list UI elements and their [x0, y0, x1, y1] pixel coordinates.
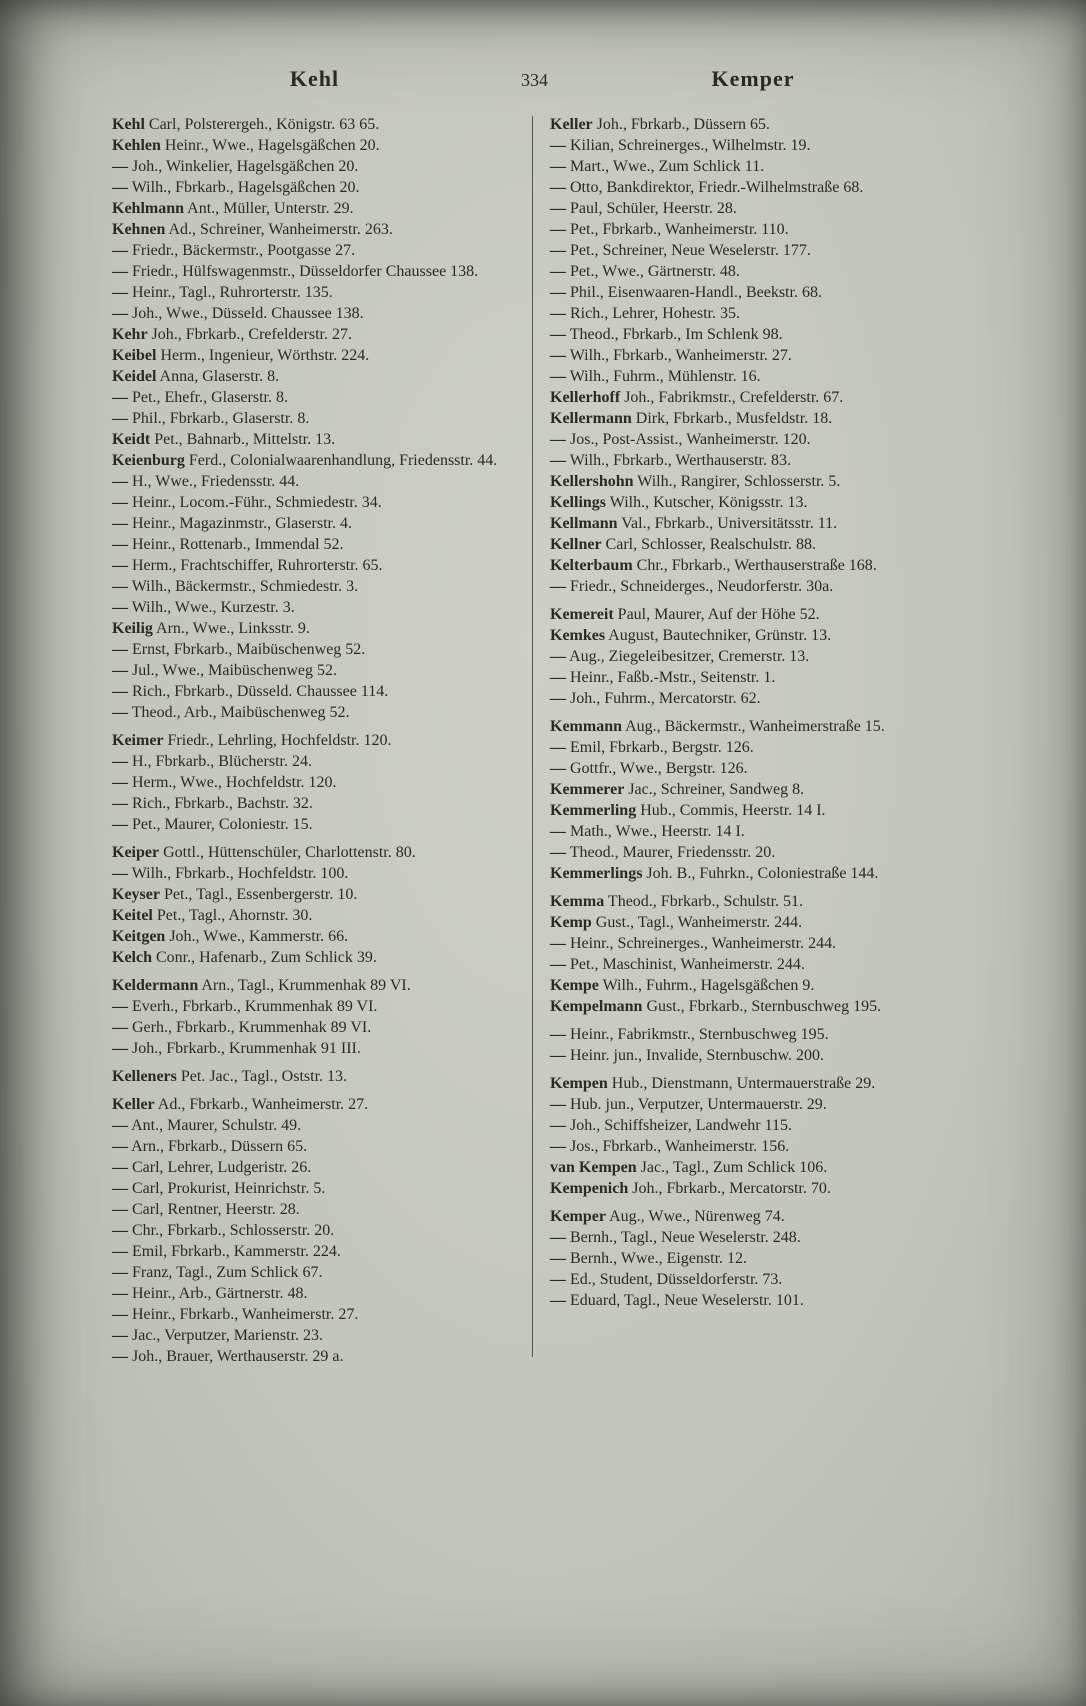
entry-surname: — — [112, 305, 128, 322]
entry-surname: Keller — [112, 1096, 155, 1113]
directory-entry: — Carl, Lehrer, Ludgeristr. 26. — [112, 1159, 312, 1176]
directory-entry: Kempen Hub., Dienstmann, Untermauerstraße 29. — [550, 1075, 876, 1092]
entry-surname: — — [112, 1019, 128, 1036]
directory-entry: — Wilh., Fbrkarb., Werthauserstr. 83. — [550, 452, 791, 469]
directory-entry: — Wilh., Bäckermstr., Schmiedestr. 3. — [112, 578, 359, 595]
directory-entry: — Friedr., Bäckermstr., Pootgasse 27. — [112, 242, 356, 259]
directory-entry: — Pet., Maurer, Coloniestr. 15. — [112, 816, 313, 833]
page-number: 334 — [521, 70, 548, 90]
entry-surname: — — [550, 1096, 566, 1113]
directory-entry: — Friedr., Schneiderges., Neudorferstr. 30a. — [550, 578, 834, 595]
directory-entry: — Heinr., Schreinerges., Wanheimerstr. 244. — [550, 935, 837, 952]
directory-entry: Kemereit Paul, Maurer, Auf der Höhe 52. — [550, 606, 820, 623]
entry-surname: Kemmann — [550, 718, 622, 735]
directory-entry: Keitel Pet., Tagl., Ahornstr. 30. — [112, 907, 313, 924]
directory-entry: — Rich., Fbrkarb., Düsseld. Chaussee 114. — [112, 683, 389, 700]
entry-surname: — — [550, 1292, 566, 1309]
directory-entry: Keller Ad., Fbrkarb., Wanheimerstr. 27. — [112, 1096, 369, 1113]
directory-entry: — Heinr., Tagl., Ruhrorterstr. 135. — [112, 284, 333, 301]
entry-surname: Keidt — [112, 431, 151, 448]
directory-entry: — Jos., Post-Assist., Wanheimerstr. 120. — [550, 431, 811, 448]
entry-surname: — — [550, 242, 566, 259]
directory-entry: — Phil., Fbrkarb., Glaserstr. 8. — [112, 410, 310, 427]
entry-surname: Keiper — [112, 844, 160, 861]
directory-entry: — Jac., Verputzer, Marienstr. 23. — [112, 1327, 324, 1344]
entry-surname: — — [112, 410, 128, 427]
entry-surname: — — [112, 753, 128, 770]
entry-surname: — — [550, 760, 566, 777]
directory-entry: Kemmerling Hub., Commis, Heerstr. 14 I. — [550, 802, 826, 819]
entry-surname: Keitel — [112, 907, 153, 924]
entry-surname: — — [112, 1117, 128, 1134]
directory-entry: — Heinr., Rottenarb., Immendal 52. — [112, 536, 344, 553]
entry-surname: — — [550, 956, 566, 973]
entry-surname: Kempe — [550, 977, 599, 994]
entry-surname: — — [550, 1250, 566, 1267]
entry-surname: Keidel — [112, 368, 157, 385]
entry-surname: — — [112, 158, 128, 175]
entry-surname: — — [112, 1348, 128, 1365]
entry-surname: — — [550, 1117, 566, 1134]
directory-entry: — Emil, Fbrkarb., Bergstr. 126. — [550, 739, 754, 756]
entry-surname: Kemereit — [550, 606, 614, 623]
directory-entry: Keitgen Joh., Wwe., Kammerstr. 66. — [112, 928, 349, 945]
directory-entry: Keller Joh., Fbrkarb., Düssern 65. — [550, 116, 770, 133]
entry-surname: Keibel — [112, 347, 157, 364]
entry-surname: — — [112, 1285, 128, 1302]
directory-entry: — H., Wwe., Friedensstr. 44. — [112, 473, 300, 490]
directory-entry: — Pet., Schreiner, Neue Weselerstr. 177. — [550, 242, 811, 259]
entry-surname: Kemmerlings — [550, 865, 643, 882]
directory-entry: Kemmann Aug., Bäckermstr., Wanheimerstraße 15. — [550, 718, 885, 735]
directory-entry: — Joh., Wwe., Düsseld. Chaussee 138. — [112, 305, 364, 322]
directory-entry: Keilig Arn., Wwe., Linksstr. 9. — [112, 620, 310, 637]
entry-surname: — — [112, 389, 128, 406]
entry-surname: Kellershohn — [550, 473, 634, 490]
entry-surname: Keilig — [112, 620, 153, 637]
entry-surname: Kellings — [550, 494, 607, 511]
right-column — [550, 114, 953, 1367]
directory-entry: — Theod., Arb., Maibüschenweg 52. — [112, 704, 350, 721]
directory-entry: — Rich., Lehrer, Hohestr. 35. — [550, 305, 740, 322]
directory-entry: Keidt Pet., Bahnarb., Mittelstr. 13. — [112, 431, 336, 448]
directory-entry: Kellmann Val., Fbrkarb., Universitätsstr. 11. — [550, 515, 838, 532]
directory-entry: — Wilh., Fbrkarb., Hochfeldstr. 100. — [112, 865, 349, 882]
directory-entry: — Wilh., Fbrkarb., Wanheimerstr. 27. — [550, 347, 792, 364]
page-header — [112, 66, 954, 92]
directory-entry: — Pet., Ehefr., Glaserstr. 8. — [112, 389, 288, 406]
entry-surname: Keitgen — [112, 928, 166, 945]
entry-surname: — — [550, 844, 566, 861]
entry-surname: Kemper — [550, 1208, 606, 1225]
entry-surname: Keimer — [112, 732, 164, 749]
entry-surname: — — [112, 1201, 128, 1218]
directory-entry: — Heinr. jun., Invalide, Sternbuschw. 200. — [550, 1047, 825, 1064]
entry-surname: van Kempen — [550, 1159, 637, 1176]
entry-surname: — — [550, 1229, 566, 1246]
entry-surname: Keller — [550, 116, 593, 133]
entry-surname: Kempen — [550, 1075, 608, 1092]
entry-surname: — — [550, 368, 566, 385]
directory-entry: — Joh., Schiffsheizer, Landwehr 115. — [550, 1117, 792, 1134]
entry-surname: Keldermann — [112, 977, 199, 994]
entry-surname: — — [112, 557, 128, 574]
entry-surname: — — [550, 452, 566, 469]
directory-entry: — Herm., Frachtschiffer, Ruhrorterstr. 65. — [112, 557, 383, 574]
entry-surname: Kehlmann — [112, 200, 185, 217]
entry-surname: Keyser — [112, 886, 160, 903]
directory-entry: — Theod., Maurer, Friedensstr. 20. — [550, 844, 776, 861]
entry-surname: — — [112, 1306, 128, 1323]
entry-surname: Kemkes — [550, 627, 606, 644]
directory-entry: Keidel Anna, Glaserstr. 8. — [112, 368, 280, 385]
entry-surname: — — [550, 648, 566, 665]
entry-surname: — — [112, 473, 128, 490]
entry-surname: — — [112, 1040, 128, 1057]
directory-entry: — Rich., Fbrkarb., Bachstr. 32. — [112, 795, 313, 812]
entry-surname: — — [112, 1159, 128, 1176]
directory-entry: — Math., Wwe., Heerstr. 14 I. — [550, 823, 745, 840]
entry-surname: — — [112, 242, 128, 259]
directory-entry: Kehlen Heinr., Wwe., Hagelsgäßchen 20. — [112, 137, 380, 154]
directory-entry: — Paul, Schüler, Heerstr. 28. — [550, 200, 737, 217]
directory-entry: — Arn., Fbrkarb., Düssern 65. — [112, 1138, 308, 1155]
directory-entry: Kemmerer Jac., Schreiner, Sandweg 8. — [550, 781, 805, 798]
entry-surname: — — [550, 1047, 566, 1064]
entry-surname: Kehr — [112, 326, 148, 343]
directory-entry: — Joh., Fuhrm., Mercatorstr. 62. — [550, 690, 761, 707]
directory-entry: Kempe Wilh., Fuhrm., Hagelsgäßchen 9. — [550, 977, 815, 994]
directory-entry: — Jos., Fbrkarb., Wanheimerstr. 156. — [550, 1138, 790, 1155]
directory-entry: — Heinr., Locom.-Führ., Schmiedestr. 34. — [112, 494, 382, 511]
entry-surname: Kemma — [550, 893, 605, 910]
entry-surname: — — [550, 284, 566, 301]
directory-columns — [112, 114, 954, 1367]
directory-entry: Kehnen Ad., Schreiner, Wanheimerstr. 263. — [112, 221, 393, 238]
entry-surname: — — [112, 494, 128, 511]
entry-surname: — — [550, 221, 566, 238]
directory-entry: Kellershohn Wilh., Rangirer, Schlosserstr. 5. — [550, 473, 841, 490]
directory-entry: — Herm., Wwe., Hochfeldstr. 120. — [112, 774, 337, 791]
directory-entry: — Theod., Fbrkarb., Im Schlenk 98. — [550, 326, 783, 343]
directory-entry: — Heinr., Fabrikmstr., Sternbuschweg 195. — [550, 1026, 829, 1043]
entry-surname: Kellermann — [550, 410, 632, 427]
entry-surname: — — [550, 179, 566, 196]
directory-entry: — Bernh., Wwe., Eigenstr. 12. — [550, 1250, 748, 1267]
entry-surname: — — [112, 774, 128, 791]
entry-surname: — — [550, 305, 566, 322]
entry-surname: — — [112, 1327, 128, 1344]
directory-entry: Kemkes August, Bautechniker, Grünstr. 13. — [550, 627, 832, 644]
directory-entry: — Joh., Winkelier, Hagelsgäßchen 20. — [112, 158, 359, 175]
entry-surname: — — [112, 865, 128, 882]
entry-surname: Kehnen — [112, 221, 166, 238]
entry-surname: — — [112, 998, 128, 1015]
directory-entry: — Heinr., Faßb.-Mstr., Seitenstr. 1. — [550, 669, 776, 686]
entry-surname: — — [112, 1180, 128, 1197]
entry-surname: — — [550, 347, 566, 364]
entry-surname: — — [550, 669, 566, 686]
directory-entry: — Otto, Bankdirektor, Friedr.-Wilhelmstraße 68. — [550, 179, 864, 196]
left-column — [112, 114, 515, 1367]
entry-surname: — — [550, 1138, 566, 1155]
directory-entry: — Heinr., Magazinmstr., Glaserstr. 4. — [112, 515, 352, 532]
directory-entry: Kemper Aug., Wwe., Nürenweg 74. — [550, 1208, 785, 1225]
directory-entry: Kemp Gust., Tagl., Wanheimerstr. 244. — [550, 914, 803, 931]
entry-surname: Kellmann — [550, 515, 618, 532]
entry-surname: — — [112, 599, 128, 616]
directory-entry: — Wilh., Wwe., Kurzestr. 3. — [112, 599, 295, 616]
entry-surname: Kelleners — [112, 1068, 177, 1085]
header-keyword-left: Kehl — [289, 66, 340, 91]
entry-surname: — — [112, 284, 128, 301]
directory-entry: Kellings Wilh., Kutscher, Königsstr. 13. — [550, 494, 808, 511]
column-divider — [532, 116, 533, 1357]
directory-entry: Keiper Gottl., Hüttenschüler, Charlottenstr. 80. — [112, 844, 416, 861]
directory-entry: — Eduard, Tagl., Neue Weselerstr. 101. — [550, 1292, 804, 1309]
directory-entry: — Emil, Fbrkarb., Kammerstr. 224. — [112, 1243, 341, 1260]
directory-entry: — Ernst, Fbrkarb., Maibüschenweg 52. — [112, 641, 366, 658]
entry-surname: — — [550, 823, 566, 840]
directory-entry: Keibel Herm., Ingenieur, Wörthstr. 224. — [112, 347, 370, 364]
entry-surname: Kempenich — [550, 1180, 629, 1197]
directory-entry: Kelterbaum Chr., Fbrkarb., Werthauserstraße 168. — [550, 557, 877, 574]
directory-entry: — Kilian, Schreinerges., Wilhelmstr. 19. — [550, 137, 811, 154]
directory-entry: — Phil., Eisenwaaren-Handl., Beekstr. 68. — [550, 284, 822, 301]
directory-entry: — H., Fbrkarb., Blücherstr. 24. — [112, 753, 312, 770]
directory-entry: Kehr Joh., Fbrkarb., Crefelderstr. 27. — [112, 326, 352, 343]
entry-surname: — — [550, 739, 566, 756]
directory-entry: — Chr., Fbrkarb., Schlosserstr. 20. — [112, 1222, 335, 1239]
entry-surname: Kemp — [550, 914, 592, 931]
entry-surname: — — [112, 816, 128, 833]
directory-entry: — Aug., Ziegeleibesitzer, Cremerstr. 13. — [550, 648, 810, 665]
directory-entry: Keimer Friedr., Lehrling, Hochfeldstr. 120. — [112, 732, 392, 749]
directory-entry: Kempelmann Gust., Fbrkarb., Sternbuschweg 195. — [550, 998, 882, 1015]
directory-entry: — Mart., Wwe., Zum Schlick 11. — [550, 158, 765, 175]
entry-surname: Kellerhoff — [550, 389, 621, 406]
entry-surname: — — [550, 137, 566, 154]
directory-entry: Kelleners Pet. Jac., Tagl., Oststr. 13. — [112, 1068, 348, 1085]
entry-surname: — — [112, 263, 128, 280]
page-content — [112, 66, 954, 1367]
entry-surname: Kellner — [550, 536, 602, 553]
directory-entry: — Carl, Prokurist, Heinrichstr. 5. — [112, 1180, 326, 1197]
entry-surname: Kemmerer — [550, 781, 625, 798]
entry-surname: Keienburg — [112, 452, 185, 469]
entry-surname: — — [550, 935, 566, 952]
directory-entry: — Carl, Rentner, Heerstr. 28. — [112, 1201, 300, 1218]
entry-surname: Kelterbaum — [550, 557, 633, 574]
directory-entry: Kelch Conr., Hafenarb., Zum Schlick 39. — [112, 949, 377, 966]
entry-surname: — — [550, 578, 566, 595]
directory-entry: — Heinr., Fbrkarb., Wanheimerstr. 27. — [112, 1306, 359, 1323]
header-keyword-right: Kemper — [711, 66, 795, 91]
directory-entry: — Gottfr., Wwe., Bergstr. 126. — [550, 760, 748, 777]
directory-entry: — Wilh., Fuhrm., Mühlenstr. 16. — [550, 368, 761, 385]
entry-surname: — — [550, 200, 566, 217]
directory-entry: — Franz, Tagl., Zum Schlick 67. — [112, 1264, 323, 1281]
directory-entry: — Ed., Student, Düsseldorferstr. 73. — [550, 1271, 783, 1288]
entry-surname: — — [112, 179, 128, 196]
directory-entry: — Joh., Brauer, Werthauserstr. 29 a. — [112, 1348, 344, 1365]
directory-entry: Kemma Theod., Fbrkarb., Schulstr. 51. — [550, 893, 804, 910]
entry-surname: Kemmerling — [550, 802, 637, 819]
directory-entry: Kellerhoff Joh., Fabrikmstr., Crefelderstr. 67. — [550, 389, 844, 406]
directory-entry: — Bernh., Tagl., Neue Weselerstr. 248. — [550, 1229, 801, 1246]
entry-surname: — — [112, 662, 128, 679]
entry-surname: — — [112, 1243, 128, 1260]
directory-entry: — Hub. jun., Verputzer, Untermauerstr. 29. — [550, 1096, 827, 1113]
directory-entry: Keienburg Ferd., Colonialwaarenhandlung, Friedensstr. 44. — [112, 452, 498, 469]
entry-surname: — — [550, 1026, 566, 1043]
entry-surname: — — [112, 1222, 128, 1239]
entry-surname: — — [112, 536, 128, 553]
directory-entry: — Gerh., Fbrkarb., Krummenhak 89 VI. — [112, 1019, 372, 1036]
directory-entry: Kehlmann Ant., Müller, Unterstr. 29. — [112, 200, 354, 217]
entry-surname: — — [112, 641, 128, 658]
directory-entry: — Wilh., Fbrkarb., Hagelsgäßchen 20. — [112, 179, 360, 196]
directory-entry: — Everh., Fbrkarb., Krummenhak 89 VI. — [112, 998, 378, 1015]
entry-surname: — — [112, 704, 128, 721]
entry-surname: — — [112, 1138, 128, 1155]
directory-entry: Kemmerlings Joh. B., Fuhrkn., Coloniestraße 144. — [550, 865, 879, 882]
entry-surname: — — [112, 1264, 128, 1281]
directory-entry: — Pet., Fbrkarb., Wanheimerstr. 110. — [550, 221, 789, 238]
directory-entry: Keyser Pet., Tagl., Essenbergerstr. 10. — [112, 886, 358, 903]
directory-entry: Kehl Carl, Polsterergeh., Königstr. 63 65. — [112, 116, 380, 133]
entry-surname: — — [112, 795, 128, 812]
entry-surname: — — [550, 1271, 566, 1288]
directory-entry: — Pet., Maschinist, Wanheimerstr. 244. — [550, 956, 805, 973]
directory-entry: Keldermann Arn., Tagl., Krummenhak 89 VI. — [112, 977, 411, 994]
directory-entry: van Kempen Jac., Tagl., Zum Schlick 106. — [550, 1159, 828, 1176]
entry-surname: Kelch — [112, 949, 152, 966]
entry-surname: — — [550, 431, 566, 448]
directory-entry: — Heinr., Arb., Gärtnerstr. 48. — [112, 1285, 308, 1302]
directory-entry: — Pet., Wwe., Gärtnerstr. 48. — [550, 263, 740, 280]
entry-surname: — — [112, 578, 128, 595]
directory-entry: — Ant., Maurer, Schulstr. 49. — [112, 1117, 302, 1134]
entry-surname: Kehlen — [112, 137, 161, 154]
entry-surname: — — [112, 683, 128, 700]
directory-entry: Kellermann Dirk, Fbrkarb., Musfeldstr. 18. — [550, 410, 833, 427]
entry-surname: — — [112, 515, 128, 532]
entry-surname: Kempelmann — [550, 998, 643, 1015]
directory-entry: Kellner Carl, Schlosser, Realschulstr. 88. — [550, 536, 816, 553]
directory-entry: — Friedr., Hülfswagenmstr., Düsseldorfer Chaussee 138. — [112, 263, 479, 280]
entry-surname: — — [550, 263, 566, 280]
directory-entry: — Joh., Fbrkarb., Krummenhak 91 III. — [112, 1040, 361, 1057]
directory-entry: Kempenich Joh., Fbrkarb., Mercatorstr. 70. — [550, 1180, 831, 1197]
entry-surname: — — [550, 690, 566, 707]
entry-surname: — — [550, 158, 566, 175]
entry-surname: — — [550, 326, 566, 343]
entry-surname: Kehl — [112, 116, 145, 133]
directory-entry: — Jul., Wwe., Maibüschenweg 52. — [112, 662, 337, 679]
